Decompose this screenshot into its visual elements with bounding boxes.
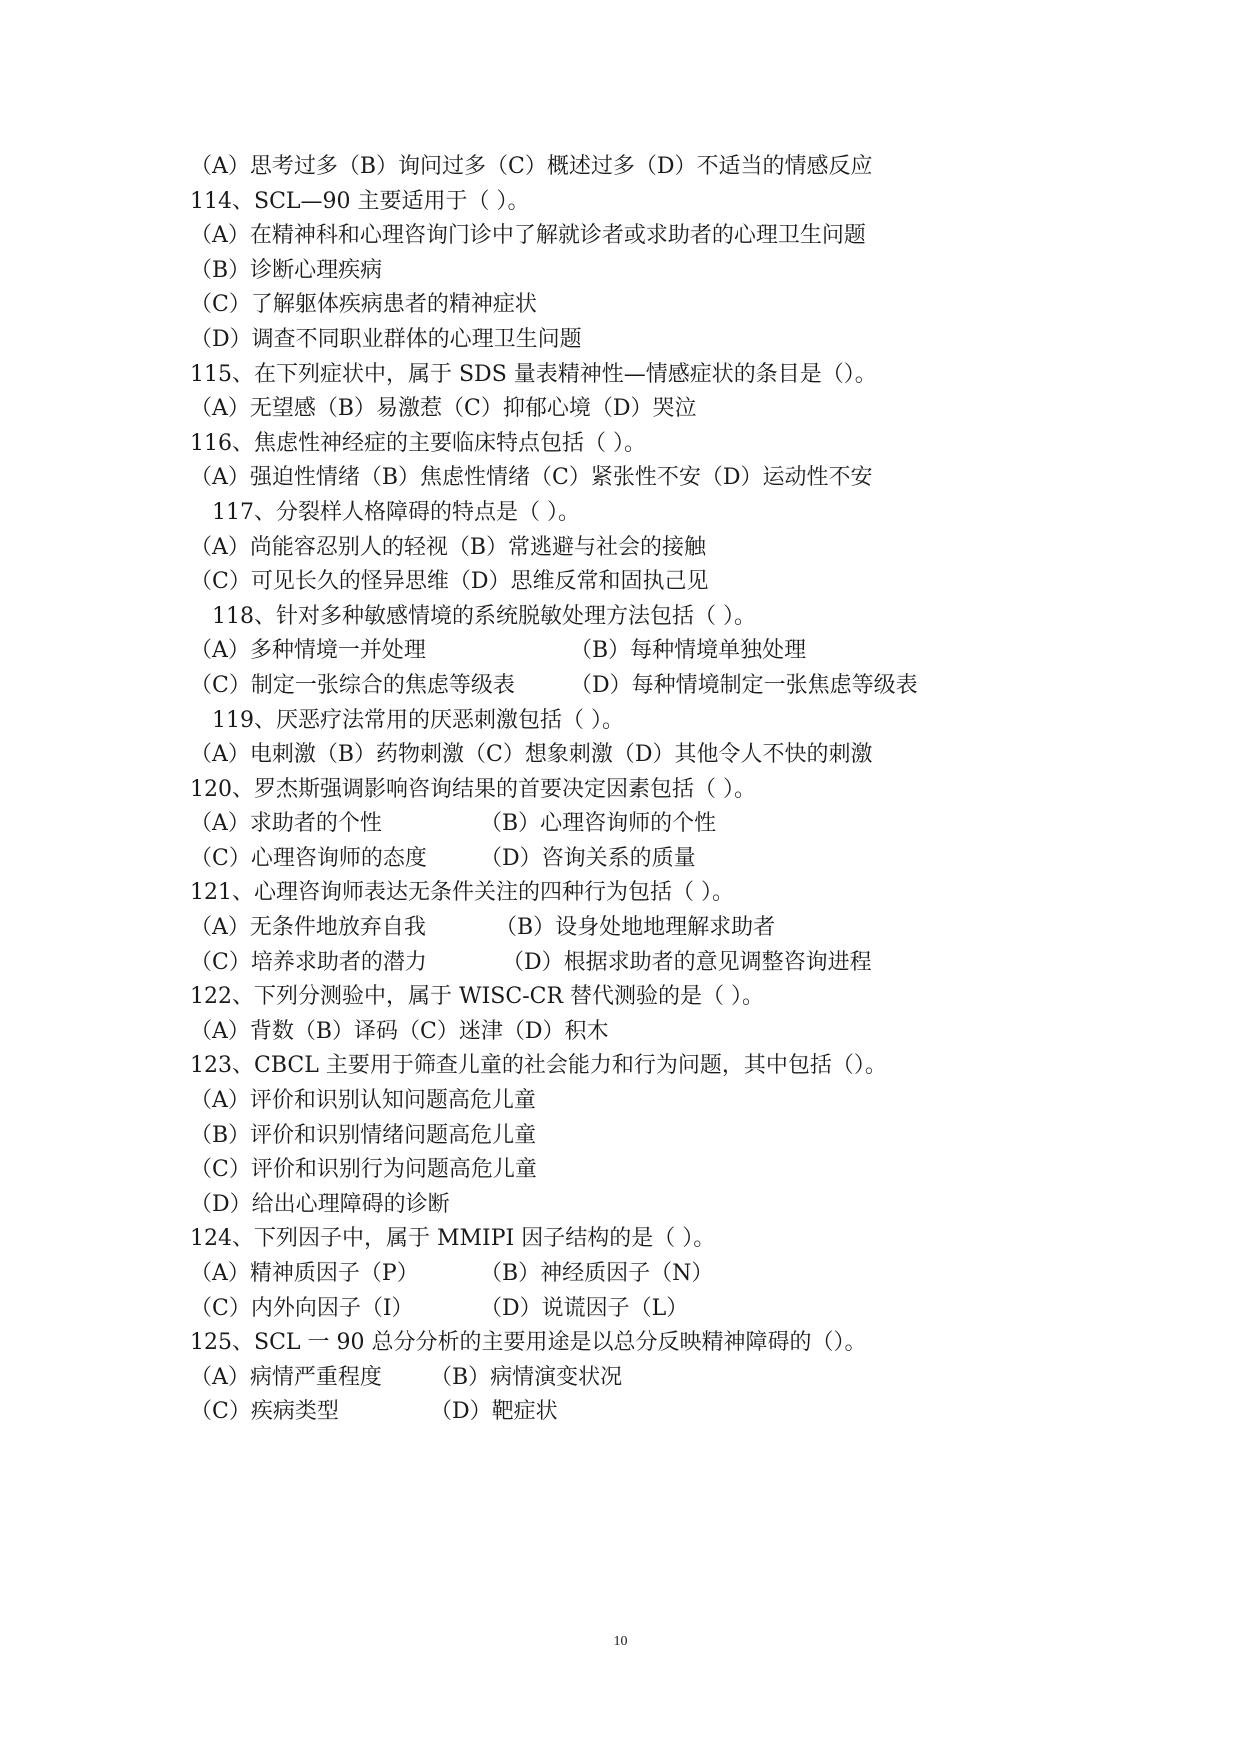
option-line: （A）强迫性情绪（B）焦虑性情绪（C）紧张性不安（D）运动性不安 <box>190 465 873 491</box>
question-125: 125、SCL 一 90 总分分析的主要用途是以总分反映精神障碍的（）。 <box>190 1330 867 1356</box>
option-line: （A）尚能容忍别人的轻视（B）常逃避与社会的接触 <box>190 534 707 560</box>
option-line: （A）病情严重程度 （B）病情演变状况 <box>190 1364 623 1390</box>
option-line: （A）精神质因子（P） （B）神经质因子（N） <box>190 1261 714 1286</box>
question-120: 120、罗杰斯强调影响咨询结果的首要决定因素包括（ ）。 <box>190 776 756 802</box>
question-122: 122、下列分测验中，属于 WISC-CR 替代测验的是（ ）。 <box>190 984 765 1010</box>
question-121: 121、心理咨询师表达无条件关注的四种行为包括（ ）。 <box>190 880 734 906</box>
option-line: （A）求助者的个性 （B）心理咨询师的个性 <box>190 811 717 837</box>
option-line: （D）调查不同职业群体的心理卫生问题 <box>190 326 582 352</box>
option-line: （A）无望感（B）易激惹（C）抑郁心境（D）哭泣 <box>190 396 697 422</box>
question-114: 114、SCL—90 主要适用于（ ）。 <box>190 188 530 214</box>
option-line: （B）评价和识别情绪问题高危儿童 <box>190 1122 537 1148</box>
option-line: （A）评价和识别认知问题高危儿童 <box>190 1088 536 1114</box>
question-119: 119、厌恶疗法常用的厌恶刺激包括（ ）。 <box>212 707 624 733</box>
option-line: （C）可见长久的怪异思维（D）思维反常和固执己见 <box>190 569 709 595</box>
question-list <box>190 150 1090 1430</box>
option-line: （A）多种情境一并处理 （B）每种情境单独处理 <box>190 638 807 664</box>
option-line: （A）无条件地放弃自我 （B）设身处地地理解求助者 <box>190 915 776 941</box>
option-line: （A）思考过多（B）询问过多（C）概述过多（D）不适当的情感反应 <box>190 154 873 179</box>
option-line: （A）在精神科和心理咨询门诊中了解就诊者或求助者的心理卫生问题 <box>190 223 866 249</box>
question-117: 117、分裂样人格障碍的特点是（ ）。 <box>212 499 580 525</box>
option-line: （A）电刺激（B）药物刺激（C）想象刺激（D）其他令人不快的刺激 <box>190 742 873 768</box>
question-116: 116、焦虑性神经症的主要临床特点包括（ ）。 <box>190 430 646 456</box>
option-line: （C）心理咨询师的态度 （D）咨询关系的质量 <box>190 845 696 871</box>
question-124: 124、下列因子中，属于 MMIPI 因子结构的是（ ）。 <box>190 1226 716 1252</box>
question-123: 123、CBCL 主要用于筛查儿童的社会能力和行为问题，其中包括（）。 <box>190 1053 887 1079</box>
option-line: （C）培养求助者的潜力 （D）根据求助者的意见调整咨询进程 <box>190 949 872 975</box>
option-line: （C）制定一张综合的焦虑等级表 （D）每种情境制定一张焦虑等级表 <box>190 672 918 698</box>
option-line: （C）评价和识别行为问题高危儿童 <box>190 1157 537 1183</box>
option-line: （A）背数（B）译码（C）迷津（D）积木 <box>190 1018 609 1044</box>
option-line: （D）给出心理障碍的诊断 <box>190 1191 450 1217</box>
question-115: 115、在下列症状中，属于 SDS 量表精神性—情感症状的条目是（）。 <box>190 361 877 387</box>
page-number: 10 <box>613 1634 628 1649</box>
option-line: （C）了解躯体疾病患者的精神症状 <box>190 292 537 318</box>
question-118: 118、针对多种敏感情境的系统脱敏处理方法包括（ ）。 <box>212 603 756 629</box>
option-line: （C）疾病类型 （D）靶症状 <box>190 1399 558 1425</box>
option-line: （B）诊断心理疾病 <box>190 257 383 283</box>
option-line: （C）内外向因子（I） （D）说谎因子（L） <box>190 1295 689 1321</box>
